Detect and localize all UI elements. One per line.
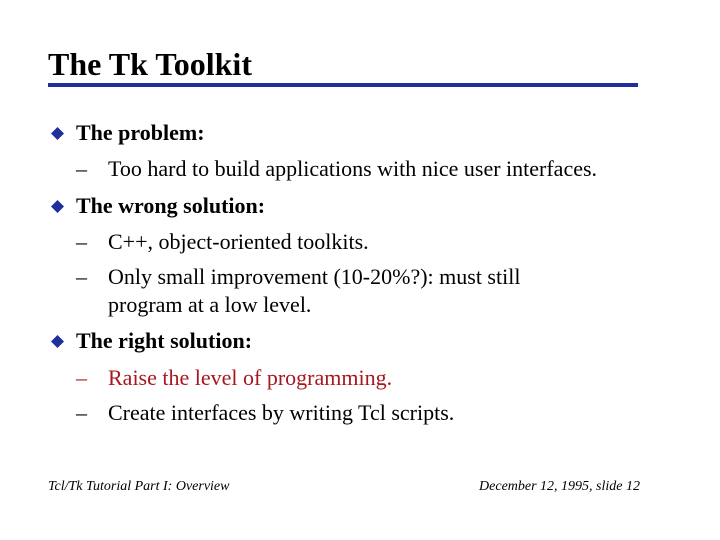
title-underline [48, 83, 638, 87]
sub-bullet-text-line1: Only small improvement (10-20%?): must still [108, 264, 521, 289]
bullet-problem: The problem: [76, 120, 205, 145]
sub-bullet-text-emphasis: Raise the level of programming. [108, 365, 393, 390]
footer-course-title: Tcl/Tk Tutorial Part I: Overview [48, 479, 230, 494]
diamond-bullet-icon [51, 335, 64, 348]
sub-bullet-text: C++, object-oriented toolkits. [108, 229, 369, 254]
sub-bullet-dash: – [76, 229, 87, 254]
sub-bullet-text-line2: program at a low level. [108, 292, 312, 317]
sub-bullet-text: Too hard to build applications with nice user interfaces. [108, 156, 598, 181]
sub-bullet-text: Create interfaces by writing Tcl scripts. [108, 400, 455, 425]
bullet-right-solution: The right solution: [76, 328, 253, 353]
sub-bullet-dash: – [76, 156, 87, 181]
diamond-bullet-icon [51, 127, 64, 140]
footer-date-slide-number: December 12, 1995, slide 12 [479, 479, 640, 494]
sub-bullet-dash: – [76, 264, 87, 289]
bullet-wrong-solution: The wrong solution: [76, 193, 266, 218]
sub-bullet-dash: – [76, 400, 87, 425]
slide-title: The Tk Toolkit [48, 46, 252, 82]
diamond-bullet-icon [51, 200, 64, 213]
sub-bullet-dash: – [76, 365, 87, 390]
